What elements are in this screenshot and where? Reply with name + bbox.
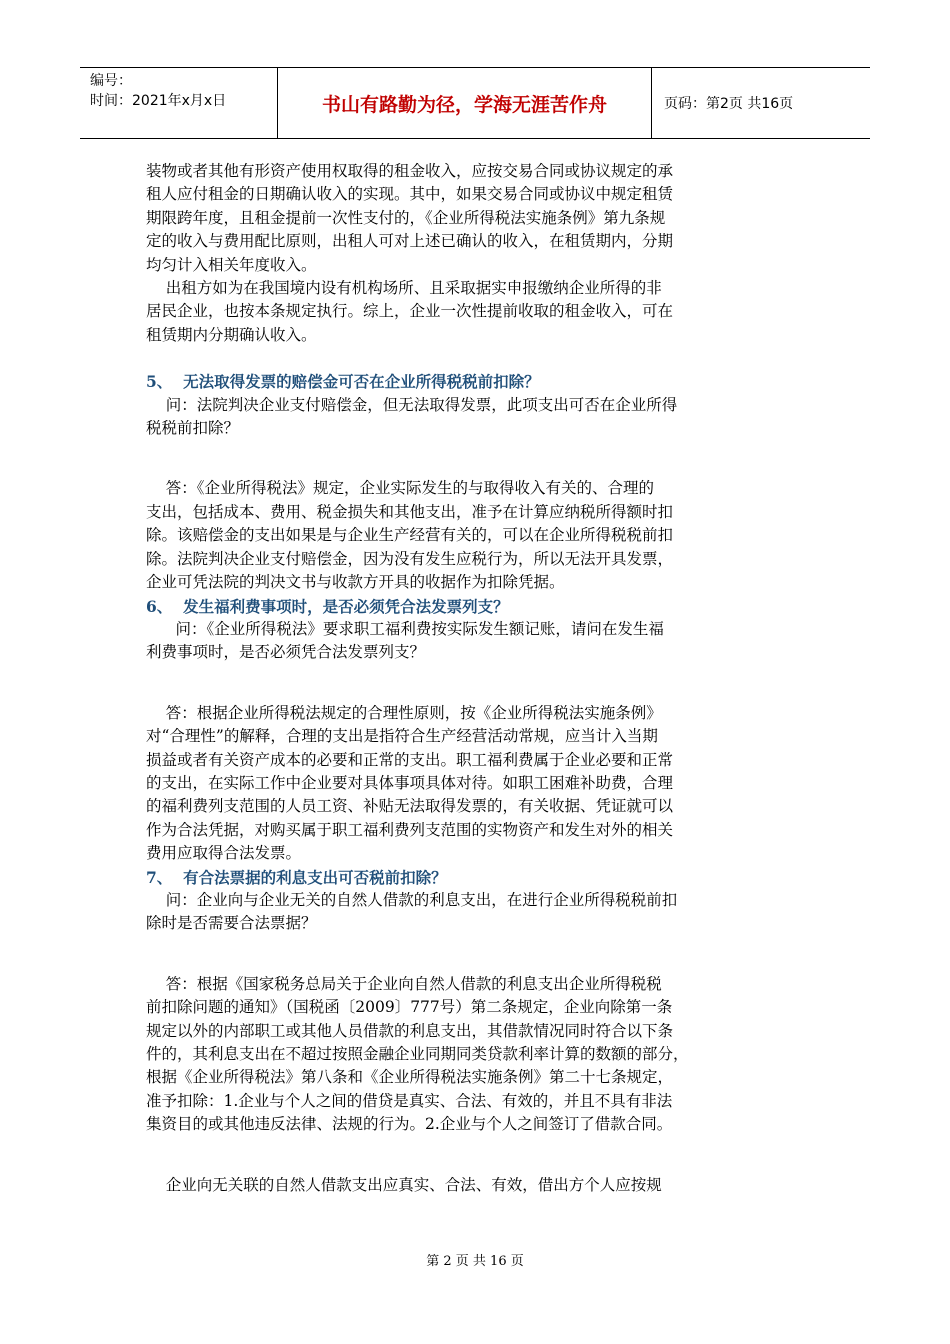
- text-line: 装物或者其他有形资产使用权取得的租金收入，应按交易合同或协议规定的承: [146, 162, 674, 180]
- text-line: 出租方如为在我国境内设有机构场所、且采取据实申报缴纳企业所得的非: [146, 279, 662, 298]
- text-line: 损益或者有关资产成本的必要和正常的支出。职工福利费属于企业必要和正常: [146, 750, 674, 769]
- document-body: [146, 160, 806, 1197]
- text-line: 除。该赔偿金的支出如果是与企业生产经营有关的，可以在企业所得税税前扣: [146, 526, 674, 545]
- paragraph-lease-income: [146, 160, 806, 277]
- paragraph-last: [146, 1174, 806, 1197]
- text-line: 费用应取得合法发票。: [146, 844, 302, 863]
- text-line: 集资目的或其他违反法律、法规的行为。2.企业与个人之间签订了借款合同。: [146, 1115, 673, 1134]
- header-page-info: 页码：第2页 共16页: [664, 96, 794, 112]
- text-line: 定的收入与费用配比原则，出租人可对上述已确认的收入，在租赁期内，分期: [146, 232, 674, 251]
- page-header: [80, 67, 870, 139]
- text-line: 期限跨年度，且租金提前一次性支付的，《企业所得税法实施条例》第九条规: [146, 208, 666, 227]
- text-line: 答：根据企业所得税法规定的合理性原则，按《企业所得税法实施条例》: [146, 703, 662, 722]
- text-line: 企业可凭法院的判决文书与收款方开具的收据作为扣除凭据。: [146, 573, 565, 592]
- text-line: 问：《企业所得税法》要求职工福利费按实际发生额记账，请问在发生福: [146, 619, 664, 638]
- answer-7: [146, 973, 806, 1137]
- text-line: 问：企业向与企业无关的自然人借款的利息支出，在进行企业所得税税前扣: [146, 890, 678, 909]
- header-motto: 书山有路勤为径，学海无涯苦作舟: [278, 68, 652, 138]
- text-line: 利费事项时，是否必须凭合法发票列支？: [146, 643, 426, 662]
- section-heading-5: 5、 无法取得发票的赔偿金可否在企业所得税税前扣除？: [146, 372, 540, 392]
- question-7: [146, 889, 806, 936]
- answer-5: [146, 477, 806, 594]
- text-line: 支出，包括成本、费用、税金损失和其他支出，准予在计算应纳税所得额时扣: [146, 502, 674, 521]
- question-5: [146, 394, 806, 441]
- text-line: 作为合法凭据，对购买属于职工福利费列支范围的实物资产和发生对外的相关: [146, 820, 674, 839]
- text-line: 规定以外的内部职工或其他人员借款的利息支出，其借款情况同时符合以下条: [146, 1021, 674, 1040]
- text-line: 租赁期内分期确认收入。: [146, 325, 317, 344]
- text-line: 件的，其利息支出在不超过按照金融企业同期同类贷款利率计算的数额的部分，: [146, 1045, 689, 1063]
- text-line: 租人应付租金的日期确认收入的实现。其中，如果交易合同或协议中规定租赁: [146, 185, 674, 204]
- text-line: 准予扣除：1.企业与个人之间的借贷是真实、合法、有效的，并且不具有非法: [146, 1091, 673, 1110]
- text-line: 的支出，在实际工作中企业要对具体事项具体对待。如职工困难补助费，合理: [146, 773, 674, 792]
- text-line: 的福利费列支范围的人员工资、补贴无法取得发票的，有关收据、凭证就可以: [146, 797, 674, 816]
- question-6: [146, 618, 806, 665]
- text-line: 前扣除问题的通知》（国税函〔2009〕777号）第二条规定，企业向除第一条: [146, 998, 673, 1017]
- text-line: 税税前扣除？: [146, 419, 240, 438]
- header-meta: [80, 68, 278, 138]
- paragraph-nonresident: [146, 277, 806, 347]
- text-line: 答：根据《国家税务总局关于企业向自然人借款的利息支出企业所得税税: [146, 974, 662, 993]
- text-line: 居民企业，也按本条规定执行。综上，企业一次性提前收取的租金收入，可在: [146, 302, 674, 321]
- text-line: 除时是否需要合法票据？: [146, 914, 317, 933]
- text-line: 除。法院判决企业支付赔偿金，因为没有发生应税行为，所以无法开具发票，: [146, 549, 674, 568]
- section-heading-6: 6、 发生福利费事项时，是否必须凭合法发票列支？: [146, 596, 509, 616]
- page-footer: 第 2 页 共 16 页: [426, 1254, 524, 1269]
- document-time: 时间：2021年x月x日: [90, 93, 227, 109]
- text-line: 根据《企业所得税法》第八条和《企业所得税法实施条例》第二十七条规定，: [146, 1068, 674, 1087]
- text-line: 答：《企业所得税法》规定，企业实际发生的与取得收入有关的、合理的: [146, 479, 654, 498]
- answer-6: [146, 702, 806, 866]
- text-line: 企业向无关联的自然人借款支出应真实、合法、有效，借出方个人应按规: [146, 1175, 662, 1194]
- text-line: 对“合理性”的解释，合理的支出是指符合生产经营活动常规，应当计入当期: [146, 727, 658, 746]
- document-number-label: 编号：: [90, 73, 132, 89]
- text-line: 问：法院判决企业支付赔偿金，但无法取得发票，此项支出可否在企业所得: [146, 395, 678, 414]
- section-heading-7: 7、 有合法票据的利息支出可否税前扣除？: [146, 867, 447, 887]
- text-line: 均匀计入相关年度收入。: [146, 255, 317, 274]
